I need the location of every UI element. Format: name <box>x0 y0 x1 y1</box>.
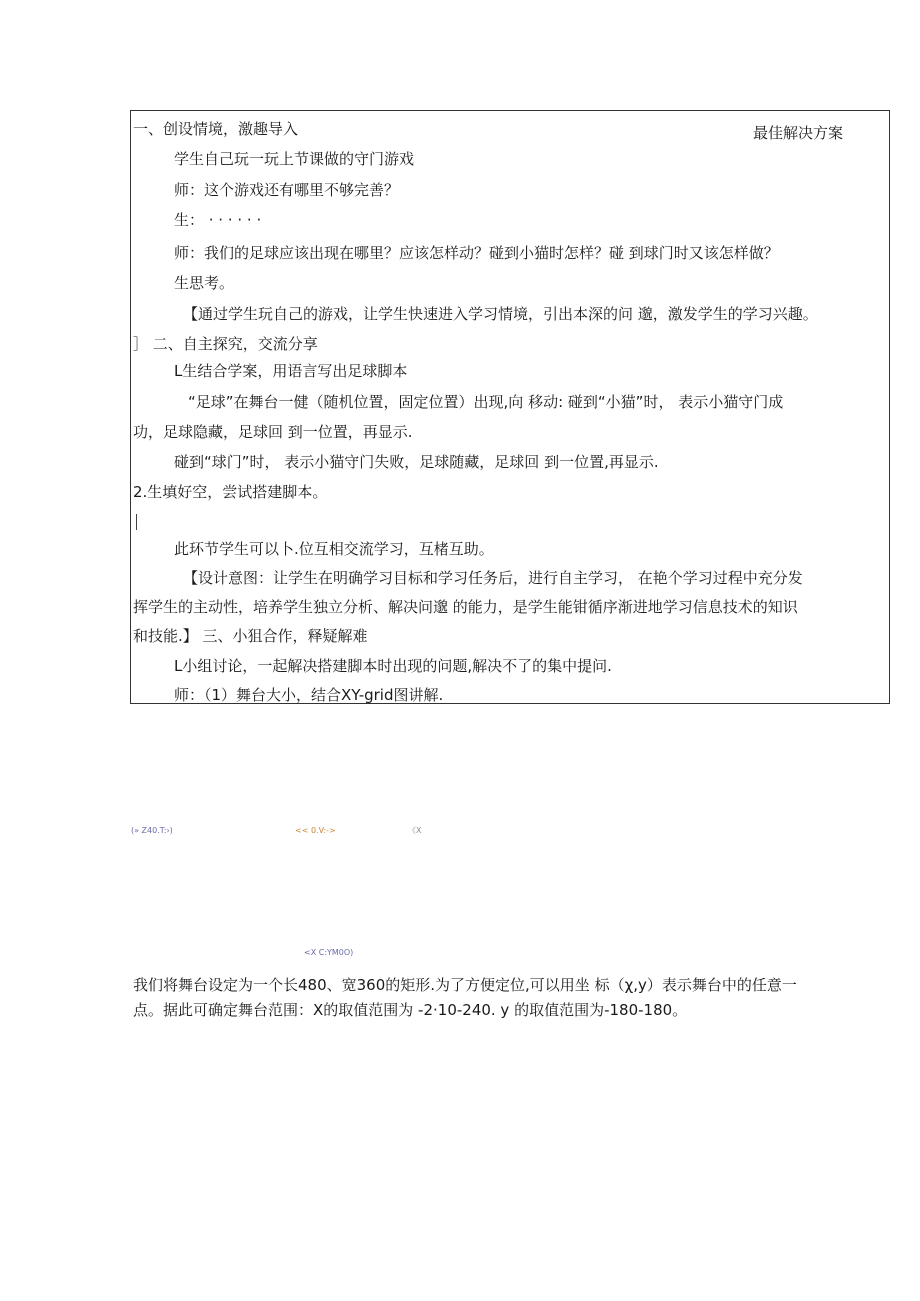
paragraph-line: 我们将舞台设定为一个长480、宽360的矩形.为了方便定位,可以用坐 标（χ,y）表示舞台中的任意一 <box>133 976 797 994</box>
text-line: 【设计意图：让学生在明确学习目标和学习任务后，进行自主学习， 在艳个学习过程中充分发 <box>183 569 803 587</box>
grid-label-top-right: 《X <box>408 826 422 835</box>
grid-label-top-center: << 0.V:-> <box>295 826 336 835</box>
paragraph-line: 点。据此可确定舞台范围：X的取值范围为 -2·10-240. y 的取值范围为-180-180。 <box>133 1001 688 1019</box>
text-line: 【通过学生玩自己的游戏，让学生快速进入学习情境，引出本深的问 邈，激发学生的学习兴趣。 <box>183 305 818 323</box>
text-cursor <box>136 514 137 530</box>
text-line: 此环节学生可以卜.位互相交流学习，互楮互助。 <box>174 540 494 558</box>
text-line: “足球”在舞台一健（随机位置，固定位置）出现,向 移动: 碰到“小猫”时， 表示小猫守门成 <box>188 393 784 411</box>
text-line: 挥学生的主动性，培养学生独立分析、解决问邈 的能力，是学生能钳循序渐进地学习信息技术的知识 <box>133 598 798 616</box>
text-line: 学生自己玩一玩上节课做的守门游戏 <box>174 150 415 168</box>
text-line: L小组讨论，一起解决搭建脚本时出现的问题,解决不了的集中提问. <box>174 657 612 675</box>
section-heading-3: 和技能.】 三、小狙合作，释疑解难 <box>133 627 368 645</box>
section-heading-1: 一、创设情境，激趣导入 <box>133 120 299 138</box>
text-line: L生结合学案，用语言写出足球脚本 <box>174 362 408 380</box>
text-line: 碰到“球门”时， 表示小猫守门失败，足球随藏，足球回 到一位置,再显示. <box>174 453 659 471</box>
corner-label: 最佳解决方案 <box>753 124 844 142</box>
text-line: 生： · · · · · · <box>174 211 262 229</box>
text-line: 功，足球隐藏，足球回 到一位置，再显示. <box>133 423 413 441</box>
section-heading-2: ］ 二、自主探究，交流分享 <box>133 335 318 353</box>
grid-label-top-left: (» Z40.T:›) <box>131 826 173 835</box>
text-line: 生思考。 <box>174 274 235 292</box>
grid-label-bottom: <X C:YM0O) <box>304 948 354 957</box>
text-line: 师：我们的足球应该出现在哪里？应该怎样动？碰到小猫时怎样？碰 到球门时又该怎样做？ <box>174 244 779 262</box>
text-line: 师：（1）舞台大小，结合XY-grid图讲解. <box>174 686 444 704</box>
text-line: 2.生填好空，尝试搭建脚本。 <box>133 483 328 501</box>
text-line: 师：这个游戏还有哪里不够完善？ <box>174 181 400 199</box>
